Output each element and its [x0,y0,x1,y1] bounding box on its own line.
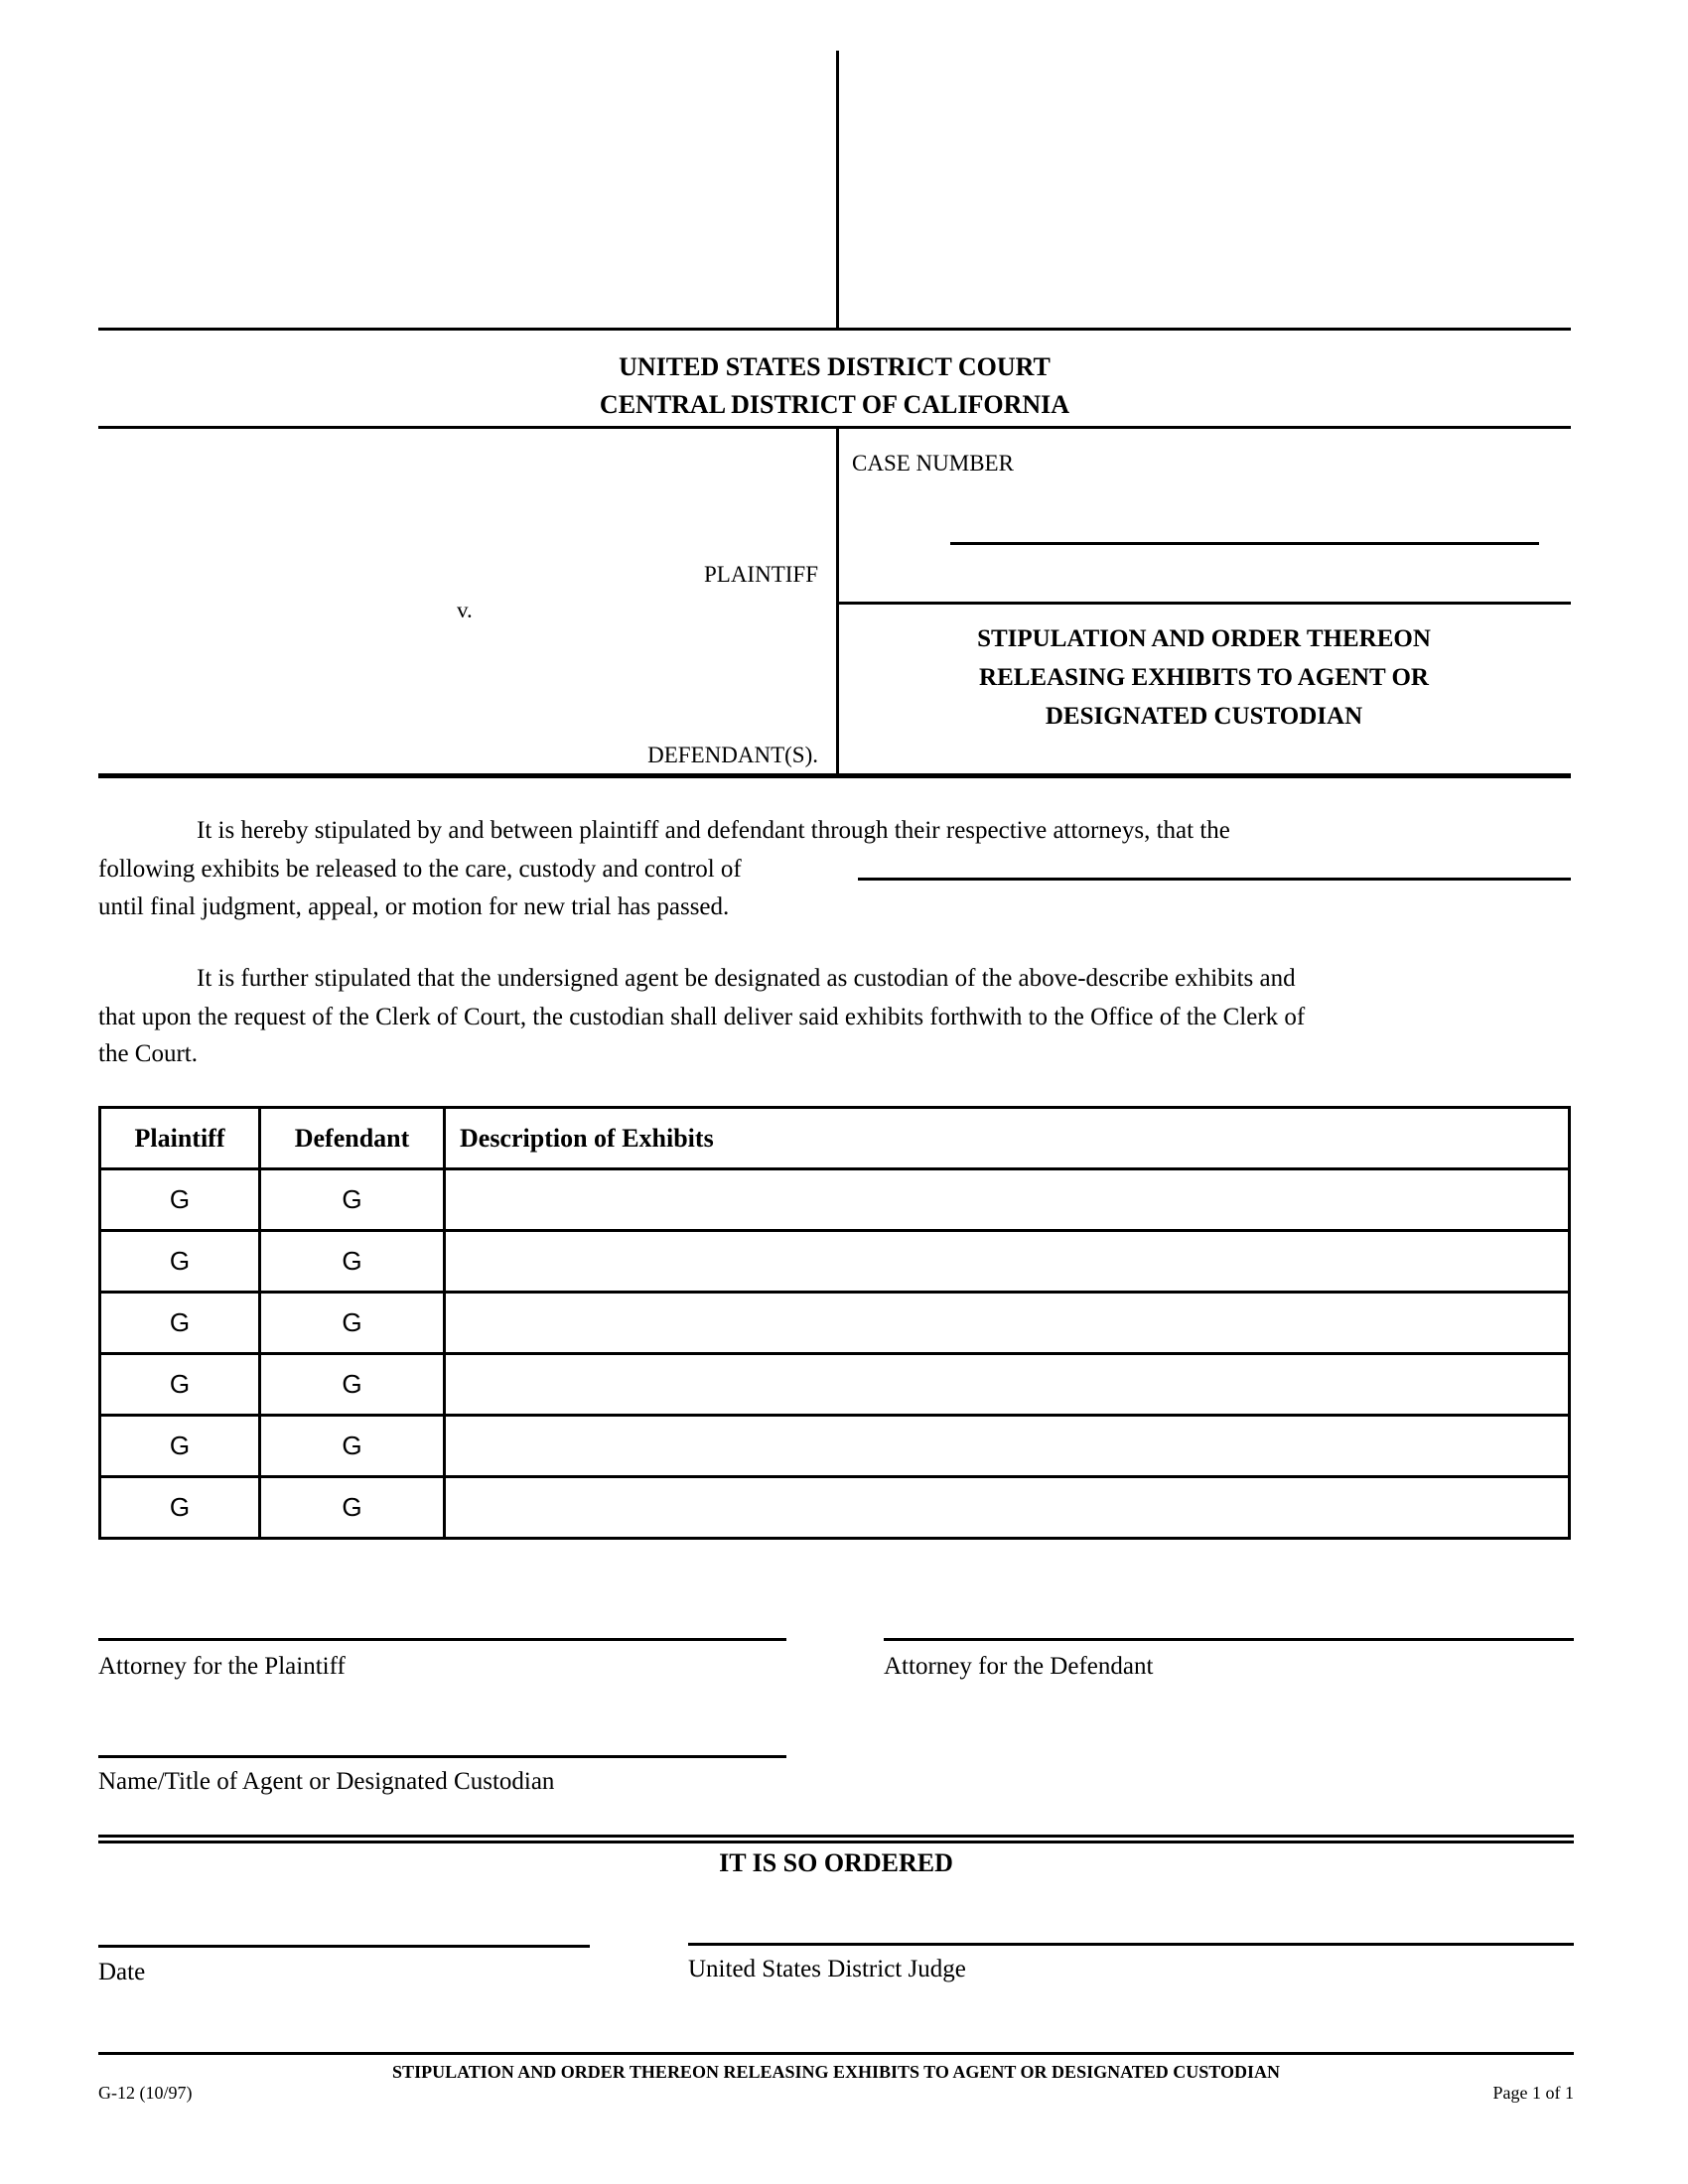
attorney-plaintiff-label: Attorney for the Plaintiff [98,1653,346,1680]
order-heading: IT IS SO ORDERED [719,1848,953,1877]
defendant-checkbox[interactable]: G [342,1246,362,1276]
top-vertical-divider [836,51,839,330]
paragraph2-line3: the Court. [98,1040,198,1067]
footer-rule [98,2052,1574,2055]
plaintiff-checkbox[interactable]: G [169,1246,191,1276]
exhibit-description-input[interactable] [446,1169,1572,1230]
defendant-checkbox[interactable]: G [342,1431,362,1460]
judge-label: United States District Judge [688,1956,966,1982]
exhibits-table [98,1106,1571,1540]
table-row [100,1231,1570,1293]
paragraph2-line2: that upon the request of the Clerk of Court, the custodian shall deliver said exhibits forthwith to the Office of the Clerk of [98,1004,1306,1030]
attorney-defendant-label: Attorney for the Defendant [884,1653,1154,1680]
court-district: CENTRAL DISTRICT OF CALIFORNIA [599,390,1070,419]
exhibit-description-input[interactable] [446,1354,1572,1415]
table-header-row [100,1108,1570,1169]
custodian-name-input[interactable] [860,846,1575,880]
paragraph1-line1: It is hereby stipulated by and between plaintiff and defendant through their respective attorneys, that the [197,817,1230,844]
plaintiff-checkbox[interactable]: G [169,1307,191,1337]
plaintiff-label: PLAINTIFF [703,562,818,587]
date-label: Date [98,1959,146,1985]
attorney-defendant-signature-line[interactable] [884,1638,1574,1641]
attorney-plaintiff-signature-line[interactable] [98,1638,786,1641]
plaintiff-checkbox[interactable]: G [169,1492,191,1522]
defendant-label: DEFENDANT(S). [647,743,818,767]
court-header-top-rule [98,328,1571,331]
exhibit-description-input[interactable] [446,1293,1572,1353]
table-row [100,1169,1570,1231]
table-row [100,1416,1570,1477]
case-number-underline [950,542,1539,545]
agent-signature-line[interactable] [98,1755,786,1758]
date-line[interactable] [98,1945,590,1948]
versus-label: v. [457,598,473,622]
plaintiff-checkbox[interactable]: G [169,1431,191,1460]
court-name: UNITED STATES DISTRICT COURT [619,352,1051,381]
paragraph1-line3: until final judgment, appeal, or motion for new trial has passed. [98,893,730,920]
exhibit-description-input[interactable] [446,1477,1572,1538]
title-box-top-rule [837,602,1571,605]
agent-label: Name/Title of Agent or Designated Custodian [98,1768,555,1795]
defendant-checkbox[interactable]: G [342,1184,362,1214]
defendant-checkbox[interactable]: G [342,1369,362,1399]
column-header-description: Description of Exhibits [445,1108,1570,1169]
exhibit-description-input[interactable] [446,1231,1572,1292]
table-row [100,1354,1570,1416]
document-title-line2: RELEASING EXHIBITS TO AGENT OR [979,664,1429,691]
plaintiff-checkbox[interactable]: G [169,1184,191,1214]
column-header-plaintiff: Plaintiff [100,1108,260,1169]
order-double-rule-top [98,1835,1574,1838]
defendant-checkbox[interactable]: G [342,1492,362,1522]
table-row [100,1477,1570,1539]
form-id: G-12 (10/97) [98,2083,193,2103]
document-title-line1: STIPULATION AND ORDER THEREON [977,625,1431,652]
paragraph2-line1: It is further stipulated that the undersigned agent be designated as custodian of the above-describe exhibits and [197,965,1296,992]
case-number-input[interactable] [950,508,1543,542]
judge-signature-line[interactable] [688,1943,1574,1946]
table-row [100,1293,1570,1354]
order-double-rule-bottom [98,1841,1574,1843]
court-header-bottom-rule [98,426,1571,429]
case-number-label: CASE NUMBER [852,451,1014,476]
defendant-checkbox[interactable]: G [342,1307,362,1337]
paragraph1-line2: following exhibits be released to the care, custody and control of [98,856,742,883]
exhibit-description-input[interactable] [446,1416,1572,1476]
plaintiff-checkbox[interactable]: G [169,1369,191,1399]
caption-bottom-rule [98,773,1571,778]
custodian-name-underline [858,878,1571,881]
page-number: Page 1 of 1 [1492,2083,1574,2103]
document-title-line3: DESIGNATED CUSTODIAN [1045,703,1363,730]
column-header-defendant: Defendant [260,1108,445,1169]
footer-title: STIPULATION AND ORDER THEREON RELEASING EXHIBITS TO AGENT OR DESIGNATED CUSTODIAN [392,2062,1280,2082]
